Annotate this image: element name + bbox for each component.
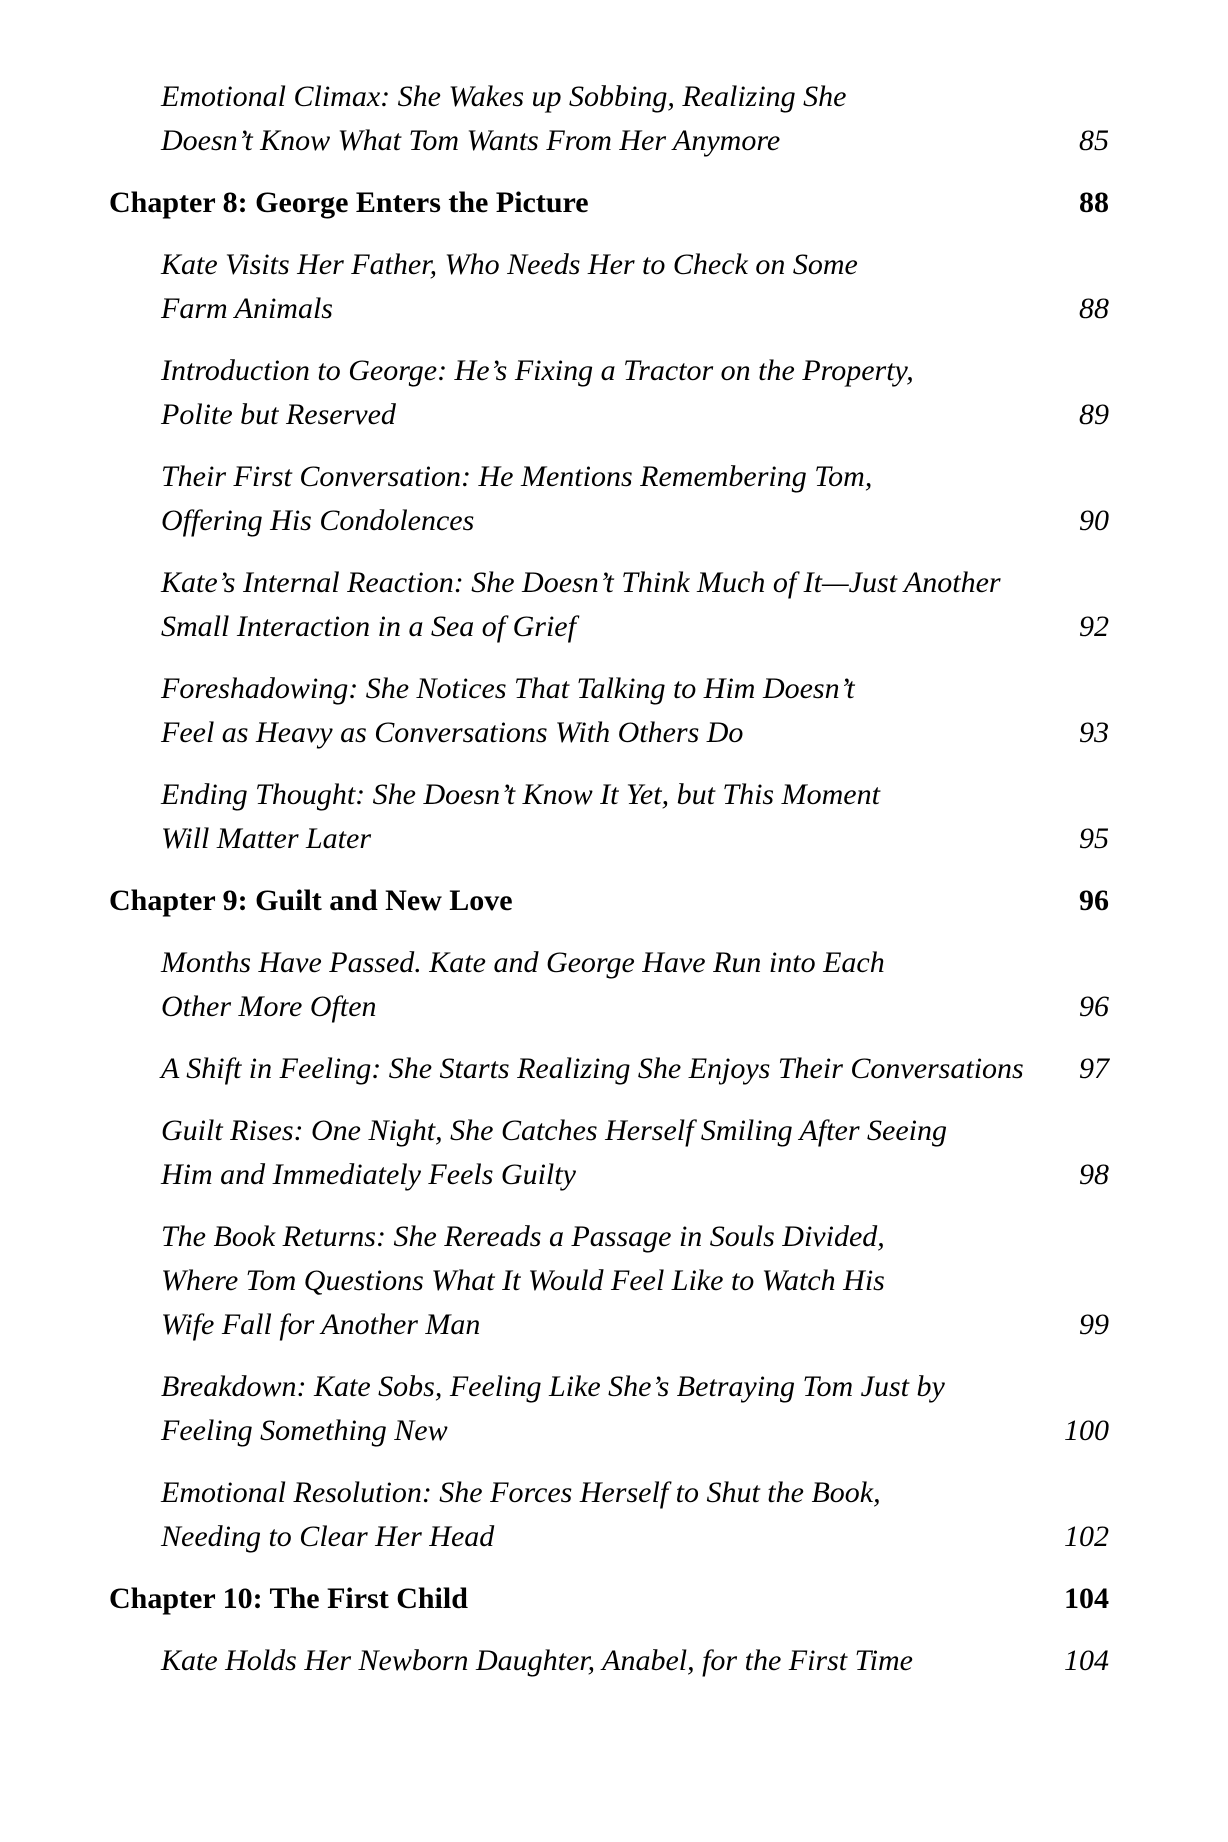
- toc-title-lines: [109, 773, 1063, 861]
- entry-title-line: Kate’s Internal Reaction: She Doesn’t Think Much of It—Just Another: [161, 566, 1001, 599]
- entry-title-line: Needing to Clear Her Head: [161, 1520, 495, 1553]
- entry-title-line: Months Have Passed. Kate and George Have Run into Each: [161, 946, 885, 979]
- toc-entry-row: [109, 1639, 1109, 1683]
- toc-entry-row: [109, 1047, 1109, 1091]
- entry-title-line: Doesn’t Know What Tom Wants From Her Anymore: [161, 124, 781, 157]
- entry-title-line: Breakdown: Kate Sobs, Feeling Like She’s Betraying Tom Just by: [161, 1370, 945, 1403]
- entry-title-line: Feeling Something New: [161, 1414, 448, 1447]
- toc-title-lines: [109, 1109, 1063, 1197]
- toc-title-lines: [109, 243, 1063, 331]
- page-number: 89: [1079, 398, 1109, 431]
- page-number: 102: [1064, 1520, 1109, 1553]
- toc-entry-row: [109, 667, 1109, 755]
- page-number: 104: [1064, 1644, 1109, 1677]
- toc-title-lines: [109, 1639, 1048, 1683]
- entry-title-line: Wife Fall for Another Man: [161, 1308, 481, 1341]
- entry-title-line: Feel as Heavy as Conversations With Others Do: [161, 716, 744, 749]
- toc-entry-row: [109, 1109, 1109, 1197]
- page-number: 88: [1079, 292, 1109, 325]
- page-number: 92: [1079, 610, 1109, 643]
- page-number: 95: [1079, 822, 1109, 855]
- toc-title-lines: [109, 455, 1063, 543]
- entry-title-line: Polite but Reserved: [161, 398, 396, 431]
- page-number: 90: [1079, 504, 1109, 537]
- entry-title-line: Their First Conversation: He Mentions Remembering Tom,: [161, 460, 873, 493]
- toc-chapter-row: [109, 181, 1109, 225]
- entry-title-line: A Shift in Feeling: She Starts Realizing She Enjoys Their Conversations: [161, 1052, 1024, 1085]
- toc-entry-row: [109, 243, 1109, 331]
- toc-entry-row: [109, 561, 1109, 649]
- page-number: 104: [1064, 1582, 1109, 1615]
- entry-title-line: Farm Animals: [161, 292, 333, 325]
- toc-title-lines: [109, 1365, 1048, 1453]
- entry-title-line: Will Matter Later: [161, 822, 371, 855]
- entry-title-line: Other More Often: [161, 990, 377, 1023]
- toc-entry-row: [109, 773, 1109, 861]
- toc-entry-row: [109, 941, 1109, 1029]
- toc-title-lines: [109, 1471, 1048, 1559]
- toc-title-lines: [109, 1047, 1063, 1091]
- toc-entry-row: [109, 75, 1109, 163]
- toc-title-lines: [109, 941, 1063, 1029]
- table-of-contents: [109, 75, 1109, 1701]
- entry-title-line: Foreshadowing: She Notices That Talking to Him Doesn’t: [161, 672, 855, 705]
- toc-chapter-row: [109, 879, 1109, 923]
- toc-title-lines: [109, 181, 1063, 225]
- entry-title-line: Kate Visits Her Father, Who Needs Her to Check on Some: [161, 248, 858, 281]
- entry-title-line: Introduction to George: He’s Fixing a Tractor on the Property,: [161, 354, 914, 387]
- page-number: 100: [1064, 1414, 1109, 1447]
- entry-title-line: Where Tom Questions What It Would Feel Like to Watch His: [161, 1264, 885, 1297]
- toc-chapter-row: [109, 1577, 1109, 1621]
- page-number: 88: [1079, 186, 1109, 219]
- toc-title-lines: [109, 667, 1063, 755]
- entry-title-line: Emotional Resolution: She Forces Herself to Shut the Book,: [161, 1476, 881, 1509]
- entry-title-line: Kate Holds Her Newborn Daughter, Anabel, for the First Time: [161, 1644, 913, 1677]
- toc-title-lines: [109, 561, 1063, 649]
- page-number: 97: [1079, 1052, 1109, 1085]
- toc-title-lines: [109, 879, 1063, 923]
- page-number: 96: [1079, 884, 1109, 917]
- toc-title-lines: [109, 1577, 1048, 1621]
- chapter-title-line: Chapter 10: The First Child: [109, 1582, 468, 1615]
- page-number: 85: [1079, 124, 1109, 157]
- toc-entry-row: [109, 455, 1109, 543]
- chapter-title-line: Chapter 9: Guilt and New Love: [109, 884, 513, 917]
- toc-title-lines: [109, 75, 1063, 163]
- entry-title-line: Him and Immediately Feels Guilty: [161, 1158, 576, 1191]
- toc-entry-row: [109, 1471, 1109, 1559]
- toc-entry-row: [109, 1365, 1109, 1453]
- toc-entry-row: [109, 349, 1109, 437]
- entry-title-line: The Book Returns: She Rereads a Passage in Souls Divided,: [161, 1220, 885, 1253]
- entry-title-line: Small Interaction in a Sea of Grief: [161, 610, 576, 643]
- page-number: 96: [1079, 990, 1109, 1023]
- toc-entry-row: [109, 1215, 1109, 1347]
- toc-title-lines: [109, 1215, 1063, 1347]
- entry-title-line: Emotional Climax: She Wakes up Sobbing, Realizing She: [161, 80, 847, 113]
- page-number: 98: [1079, 1158, 1109, 1191]
- toc-title-lines: [109, 349, 1063, 437]
- entry-title-line: Guilt Rises: One Night, She Catches Herself Smiling After Seeing: [161, 1114, 948, 1147]
- entry-title-line: Ending Thought: She Doesn’t Know It Yet, but This Moment: [161, 778, 880, 811]
- chapter-title-line: Chapter 8: George Enters the Picture: [109, 186, 589, 219]
- page-number: 99: [1079, 1308, 1109, 1341]
- entry-title-line: Offering His Condolences: [161, 504, 475, 537]
- page-number: 93: [1079, 716, 1109, 749]
